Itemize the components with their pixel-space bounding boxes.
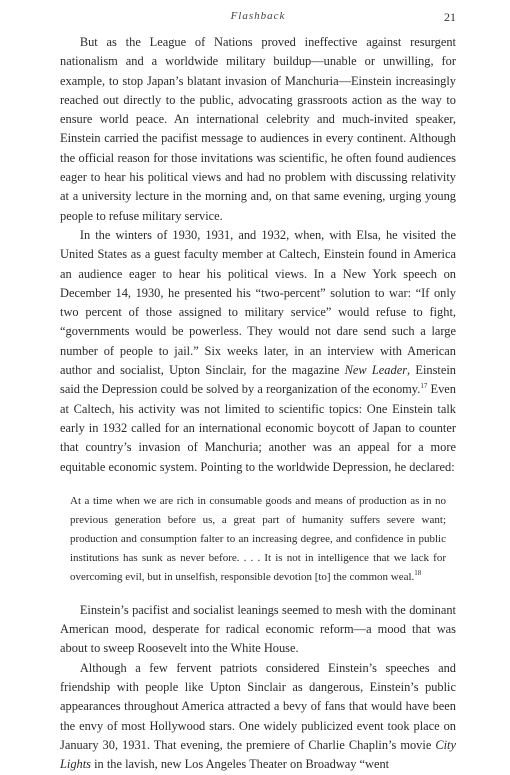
footnote-ref: 17 xyxy=(420,382,428,391)
body-text xyxy=(60,33,456,775)
paragraph-text: Even at Caltech, his activity was not limited to scientific topics: One Einstein talk early in 1932 called for an international economic boycott of Japan to counter that country’s invasion of Manchuria; another was an appeal for a more equitable economic system. Pointing to the worldwide Depression, he declared: xyxy=(60,382,456,474)
paragraph-text: , Einstein said the Depression could be solved by a reorganization of the economy. xyxy=(60,363,456,397)
running-head xyxy=(60,10,456,26)
magazine-title: New Leader xyxy=(344,363,408,378)
paragraph-text: Einstein’s pacifist and socialist leanings seemed to mesh with the dominant American mood, desperate for radical economic reform—a mood that was about to sweep Roosevelt into the White House. xyxy=(60,602,456,656)
page-number: 21 xyxy=(444,10,456,24)
paragraph-american-mood xyxy=(60,601,456,659)
movie-title: City Lights xyxy=(60,737,456,772)
block-quote xyxy=(70,492,446,587)
running-title: Flashback xyxy=(230,10,286,22)
paragraph-text: But as the League of Nations proved ineffective against resurgent nationalism and a worldwide military buildup—unable or unwilling, for example, to stop Japan’s blatant invasion of Manchuria—Einstein increasingly reached out directly to the public, advocating grassroots action as the way to ensure world peace. An international celebrity and much-invited speaker, Einstein carried the pacifist message to audiences in every continent. Although the official reason for those invitations was scientific, he often found audiences eager to hear his political views and had no problem with discussing relativity at a university lecture in the morning and, on that same evening, urging young people to refuse military service. xyxy=(60,35,456,223)
footnote-ref: 18 xyxy=(414,568,422,577)
quote-text: At a time when we are rich in consumable goods and means of production as in no previous generation before us, a great part of humanity suffers severe want; production and consumption falter to an increasing degree, and confidence in public institutions has sunk as never before. . . . It is not in intelligence that we lack for overcoming evil, but in unselfish, responsible devotion [to] the common weal. xyxy=(70,494,446,583)
paragraph-text: Although a few fervent patriots considered Einstein’s speeches and friendship with people like Upton Sinclair as dangerous, Einstein’s public appearances throughout America attracted a bevy of fans that would have been the envy of most Hollywood stars. One widely publicized event took place on January 30, 1931. That evening, the premiere of Charlie Chaplin’s movie xyxy=(60,660,456,752)
paragraph-text: in the lavish, new Los Angeles Theater on Broadway “went xyxy=(91,757,390,772)
paragraph-text: In the winters of 1930, 1931, and 1932, when, with Elsa, he visited the United States as a guest faculty member at Caltech, Einstein found in America an audience eager to hear his political views. In a New York speech on December 14, 1930, he presented his “two-percent” solution to war: “If only two percent of those assigned to military service” would refuse to fight, “governments would be powerless. They would not dare send such a large number of people to jail.” Six weeks later, in an interview with American author and socialist, Upton Sinclair, for the magazine xyxy=(60,227,456,378)
paragraph-caltech-visits xyxy=(60,226,456,477)
paragraph-hollywood xyxy=(60,659,456,775)
paragraph-league-of-nations xyxy=(60,33,456,226)
